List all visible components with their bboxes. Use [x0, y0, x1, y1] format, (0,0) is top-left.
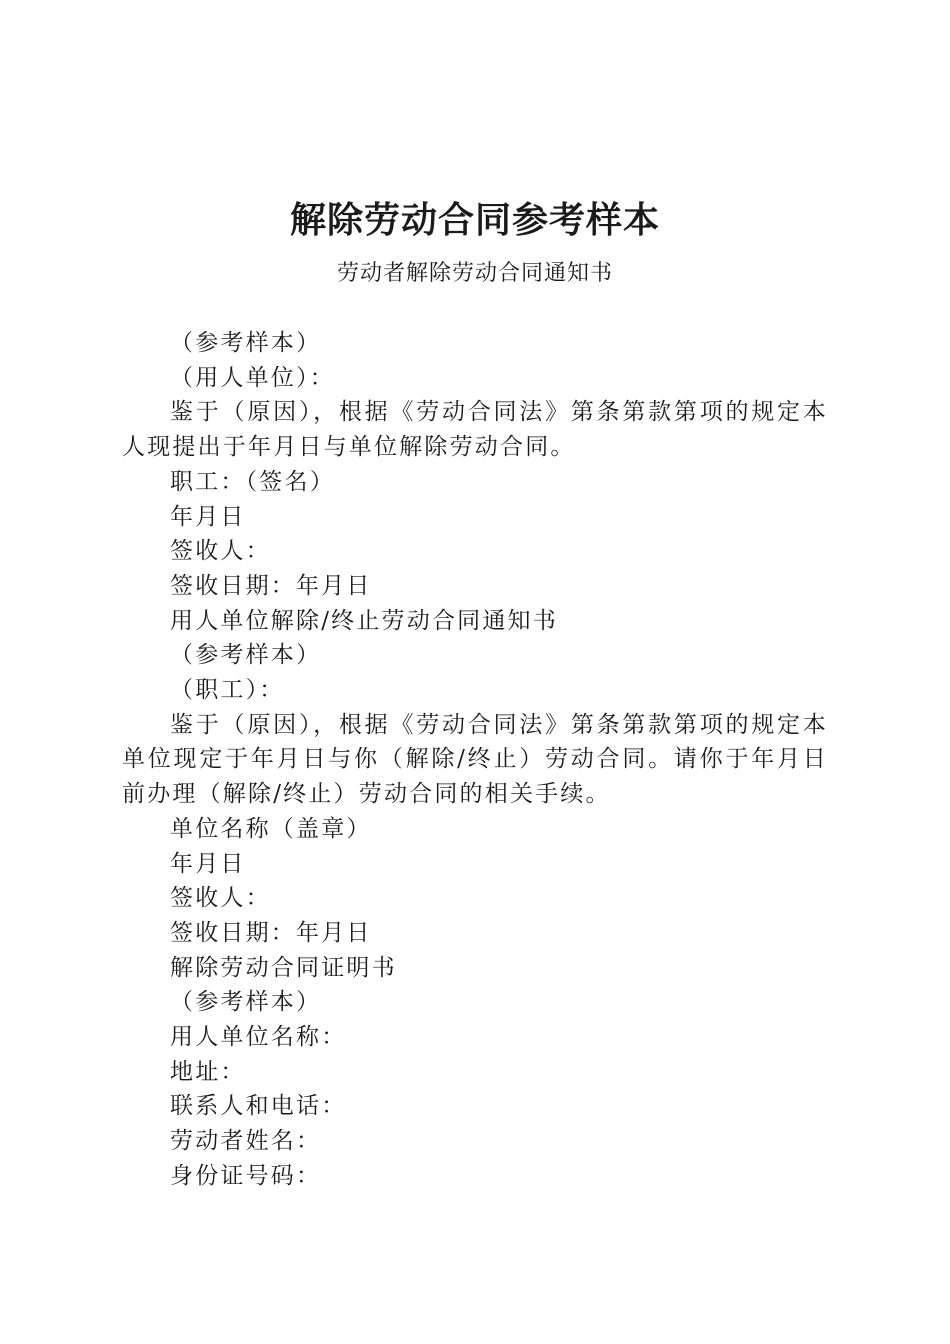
paragraph-employee-signature: 职工：（签名）	[170, 468, 335, 495]
paragraph-employer-notice-body: 鉴于（原因），根据《劳动合同法》第条第款第项的规定本单位现定于年月日与你（解除/终止）劳动合同。请你于年月日前办理（解除/终止）劳动合同的相关手续。	[122, 711, 828, 808]
paragraph-date-2: 年月日	[170, 850, 246, 877]
paragraph-id-number: 身份证号码：	[170, 1162, 322, 1189]
paragraph-sample-label-1: （参考样本）	[170, 330, 322, 356]
paragraph-employee-notice-body: 鉴于（原因），根据《劳动合同法》第条第款第项的规定本人现提出于年月日与单位解除劳动合同。	[122, 399, 828, 461]
document-subtitle: 劳动者解除劳动合同通知书	[336, 261, 613, 286]
paragraph-employee-salutation: （职工）：	[170, 677, 285, 704]
document-title: 解除劳动合同参考样本	[289, 199, 660, 241]
paragraph-worker-name: 劳动者姓名：	[170, 1128, 322, 1155]
paragraph-sample-label-3: （参考样本）	[170, 989, 322, 1016]
paragraph-employer-salutation: （用人单位）：	[170, 364, 335, 391]
paragraph-recipient-1: 签收人：	[170, 538, 271, 565]
paragraph-receipt-date-2: 签收日期：年月日	[170, 919, 372, 946]
paragraph-contact-phone: 联系人和电话：	[170, 1093, 347, 1120]
paragraph-receipt-date-1: 签收日期：年月日	[170, 572, 372, 599]
paragraph-address: 地址：	[170, 1058, 246, 1085]
document-body	[122, 326, 828, 1194]
paragraph-section-heading-2: 用人单位解除/终止劳动合同通知书	[170, 607, 558, 634]
paragraph-sample-label-2: （参考样本）	[170, 642, 322, 669]
paragraph-date-1: 年月日	[170, 503, 246, 530]
paragraph-recipient-2: 签收人：	[170, 885, 271, 912]
paragraph-employer-name: 用人单位名称：	[170, 1024, 347, 1051]
paragraph-company-seal: 单位名称（盖章）	[170, 815, 372, 842]
paragraph-section-heading-3: 解除劳动合同证明书	[170, 954, 397, 981]
